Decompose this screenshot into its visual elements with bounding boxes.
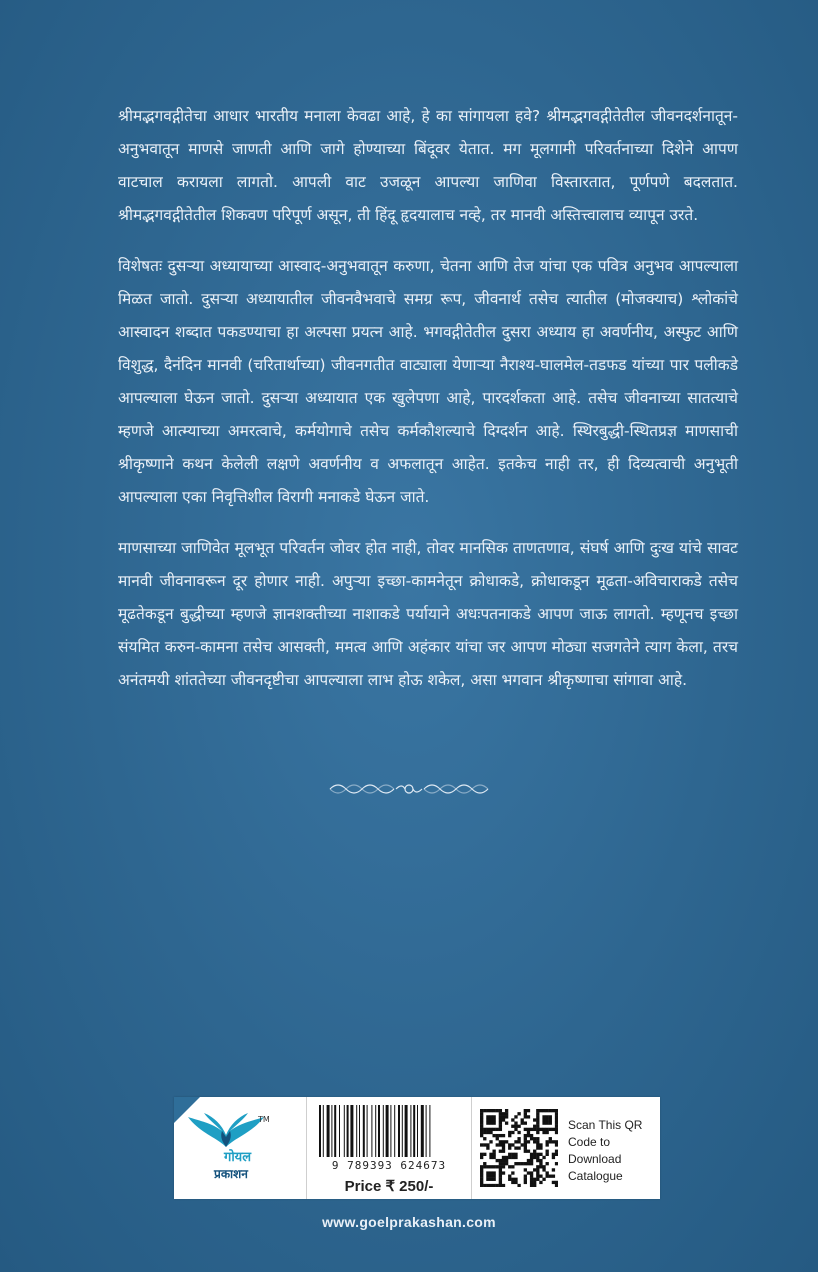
ornament-divider [326, 778, 492, 800]
publisher-label-panel [174, 1097, 660, 1199]
blurb-paragraph-1: श्रीमद्भगवद्गीतेचा आधार भारतीय मनाला केवढा आहे, हे का सांगायला हवे? श्रीमद्भगवद्गीतेतील जीवनदर्शनातून-अनुभवातून माणसे जाणती आणि जागे होण्याच्या बिंदूवर येतात. मग मूलगामी परिवर्तनाच्या दिशेने आपण वाटचाल करायला लागतो. आपली वाट उजळून आपल्या जाणिवा विस्तारतात, पूर्णपणे बदलतात. श्रीमद्भगवद्गीतेतील शिकवण परिपूर्ण असून, ती हिंदू हृदयालाच नव्हे, तर मानवी अस्तित्त्वालाच व्यापून उरते. [118, 107, 738, 224]
barcode-icon [319, 1105, 459, 1157]
qr-caption: Scan This QR Code to Download Catalogue [568, 1118, 643, 1183]
logo-text-prakashan: प्रकाशन [214, 1167, 248, 1181]
barcode-section [306, 1097, 472, 1199]
blurb-paragraph-3: माणसाच्या जाणिवेत मूलभूत परिवर्तन जोवर होत नाही, तोवर मानसिक ताणतणाव, संघर्ष आणि दुःख यांचे सावट मानवी जीवनावरून दूर होणार नाही. अपुऱ्या इच्छा-कामनेतून क्रोधाकडे, क्रोधाकडून मूढता-अविचाराकडे तसेच मूढतेकडून बुद्धीच्या म्हणजे ज्ञानशक्तीच्या नाशाकडे पर्यायाने अधःपतनाकडे आपण जाऊ लागतो. म्हणूनच इच्छा संयमित करुन-कामना तसेच आसक्ती, ममत्व आणि अहंकार यांचा जर आपण मोठ्या सजगतेने त्याग केला, तरच अनंतमयी शांततेच्या जीवनदृष्टीचा आपल्याला लाभ होऊ शकेल, असा भगवान श्रीकृष्णाचा सांगावा आहे. [118, 539, 738, 689]
qr-section [472, 1097, 660, 1199]
bird-logo-icon [186, 1111, 266, 1151]
qr-code-icon[interactable] [480, 1109, 558, 1187]
trademark-mark: TM [258, 1115, 270, 1124]
blurb-text [118, 100, 738, 715]
price-label: Price ₹ 250/- [344, 1178, 434, 1195]
publisher-website[interactable]: www.goelprakashan.com [322, 1214, 496, 1230]
isbn-digits: 9 789393 624673 [331, 1159, 447, 1172]
blurb-paragraph-2: विशेषतः दुसऱ्या अध्यायाच्या आस्वाद-अनुभवातून करुणा, चेतना आणि तेज यांचा एक पवित्र अनुभव आपल्याला मिळत जातो. दुसऱ्या अध्यायातील जीवनवैभवाचे समग्र रूप, जीवनार्थ तसेच त्यातील (मोजक्याच) श्लोकांचे आस्वादन शब्दात पकडण्याचा हा अल्पसा प्रयत्न आहे. भगवद्गीतेतील दुसरा अध्याय हा अवर्णनीय, अस्फुट आणि विशुद्ध, दैनंदिन मानवी (चरितार्थाच्या) जीवनगतीत वाट्याला येणाऱ्या नैराश्य-घालमेल-तडफड यांच्या पार पलीकडे आपल्याला घेऊन जातो. दुसऱ्या अध्यायात एक खुलेपणा आहे, पारदर्शकता आहे. तसेच जीवनाच्या सातत्याचे म्हणजे आत्म्याच्या अमरत्वाचे, कर्मयोगाचे तसेच कर्मकौशल्याचे दिग्दर्शन आहे. स्थिरबुद्धी-स्थितप्रज्ञ माणसाची श्रीकृष्णाने कथन केलेली लक्षणे अवर्णनीय व अफलातून आहेत. इतकेच नाही तर, ही दिव्यत्वाची अनुभूती आपल्याला एका निवृत्तिशील विरागी मनाकडे घेऊन जाते. [118, 257, 738, 506]
publisher-logo [174, 1097, 306, 1199]
logo-text-goyal: गोयल [224, 1150, 252, 1165]
